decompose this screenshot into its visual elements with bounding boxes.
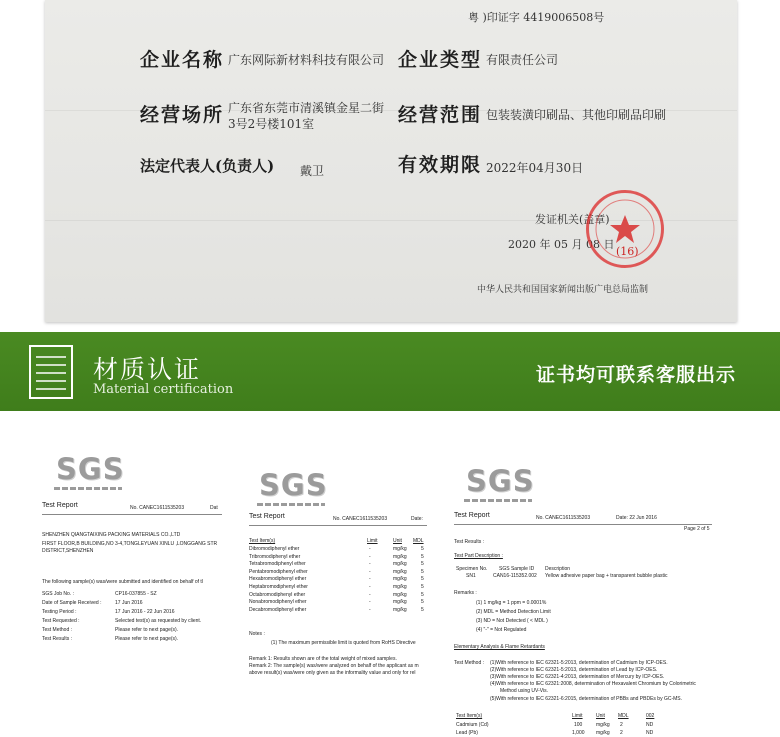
sgs-logo: SGS <box>56 452 125 486</box>
notes-label: Notes : <box>249 631 265 637</box>
field-value: Selected test(s) as requested by client. <box>115 618 202 624</box>
sgs-logo-bar <box>54 487 122 490</box>
page-indicator: Page 2 of 5 <box>684 526 710 532</box>
report-intro: The following sample(s) was/were submitted and identified on behalf of tl <box>42 579 203 585</box>
test-report-page-2 <box>247 440 427 737</box>
field-value: 17 Jun 2016 - 22 Jun 2016 <box>115 609 175 615</box>
field-value: 17 Jun 2016 <box>115 600 143 606</box>
remark-item: (2) MDL = Method Detection Limit <box>476 609 551 615</box>
table-header: Test Item(s) <box>249 538 276 544</box>
table-header: MDL <box>618 713 629 719</box>
spec-header: Description <box>545 566 571 572</box>
remark-item: (1) 1 mg/kg = 1 ppm = 0.0001% <box>476 600 547 606</box>
seal-number: (16) <box>616 245 639 258</box>
table-cell: Tribromodiphenyl ether <box>249 553 301 560</box>
spec-cell: Yellow adhesive paper bag + transparent bubble plastic <box>545 573 668 579</box>
remarks-label: Remarks : <box>454 590 477 596</box>
table-cell: 5 <box>421 568 424 575</box>
table-cell: 5 <box>421 606 424 613</box>
business-place-value-line2: 3号2号楼101室 <box>228 117 315 131</box>
banner-contact-note: 证书均可联系客服出示 <box>535 364 736 386</box>
sgs-logo: SGS <box>259 468 328 502</box>
table-header: Limit <box>367 538 378 544</box>
elemental-analysis-label: Elementary Analysis & Flame Retardants <box>454 644 545 650</box>
field-value: CP16-037855 - SZ <box>115 591 157 597</box>
report-date: Date: 22 Jun 2016 <box>616 515 657 521</box>
report-title: Test Report <box>42 502 78 509</box>
enterprise-name-label: 企业名称 <box>140 49 225 71</box>
table-cell: mg/kg <box>393 591 407 598</box>
client-address-line1: FIRST FLOOR,B BUILDING,NO 3-4,TONGLEYUAN XINLU ,LONGGANG STR <box>42 541 218 547</box>
table-cell: 2 <box>620 722 623 728</box>
table-cell: mg/kg <box>393 568 407 575</box>
table-cell: 5 <box>421 576 424 583</box>
table-cell: Pentabromodiphenyl ether <box>249 568 308 575</box>
issuing-authority: 发证机关(盖章) <box>535 213 610 226</box>
table-cell: - <box>369 546 371 552</box>
report-title: Test Report <box>249 513 285 520</box>
legal-rep-label: 法定代表人(负责人) <box>140 157 275 175</box>
remark-text: Remark 1: Results shown are of the total weight of mixed samples. <box>249 656 397 662</box>
table-cell: mg/kg <box>393 599 407 606</box>
method-item: Method using UV-Vis. <box>500 688 548 694</box>
material-certification-banner <box>0 332 780 411</box>
remark-text: above result(s) was/were only given as the informality value and only for rel <box>249 670 416 676</box>
banner-title: 材质认证 <box>93 355 202 384</box>
validity-value: 2022年04月30日 <box>486 161 584 175</box>
table-cell: 1,000 <box>572 730 585 736</box>
table-cell: 100 <box>574 722 583 728</box>
field-value: Please refer to next page(s). <box>115 627 179 633</box>
table-cell: Nonabromodiphenyl ether <box>249 599 307 606</box>
report-number: No. CANEC1611535203 <box>130 505 185 511</box>
table-header: 002 <box>646 713 655 719</box>
table-header: Test Item(s) <box>456 713 483 719</box>
legal-rep-value: 戴卫 <box>300 164 325 178</box>
business-place-value-line1: 广东省东莞市清溪镇金星二街 <box>228 101 385 115</box>
business-scope-value: 包装装潢印刷品、其他印刷品印刷 <box>486 108 667 122</box>
remark-text: Remark 2: The sample(s) was/were analyzed on behalf of the applicant as m <box>249 663 419 669</box>
spec-header: SGS Sample ID <box>499 566 535 572</box>
document-icon <box>28 344 74 400</box>
table-cell: mg/kg <box>393 553 407 560</box>
table-cell: Tetrabromodiphenyl ether <box>249 561 306 568</box>
official-seal <box>586 190 664 268</box>
table-cell: ND <box>646 722 654 728</box>
table-cell: mg/kg <box>393 546 407 552</box>
table-cell: mg/kg <box>393 576 407 583</box>
table-cell: Octabromodiphenyl ether <box>249 591 306 598</box>
field-label: Test Method : <box>42 627 73 633</box>
client-address-line2: DISTRICT,SHENZHEN <box>42 548 94 554</box>
issue-date: 2020 年 05 月 08 日 <box>508 238 615 251</box>
table-header: Limit <box>572 713 583 719</box>
license-number: 粤 )印证字 4419006508号 <box>468 11 605 24</box>
table-cell: - <box>369 599 371 606</box>
test-report-page-3 <box>452 440 722 737</box>
sgs-logo-bar <box>257 503 325 506</box>
table-cell: mg/kg <box>393 606 407 613</box>
remark-item: (3) ND = Not Detected ( < MDL ) <box>476 618 548 624</box>
business-place-label: 经营场所 <box>140 104 225 126</box>
method-item: (2)With reference to IEC 62321-5:2013, determination of Lead by ICP-OES. <box>490 667 658 673</box>
table-header: Unit <box>393 538 402 544</box>
spec-cell: SN1 <box>466 573 476 579</box>
field-label: Test Results : <box>42 636 73 642</box>
license-photo <box>0 0 780 332</box>
table-cell: - <box>369 561 371 568</box>
report-number: No. CANEC1611535203 <box>536 515 591 521</box>
table-cell: Decabromodiphenyl ether <box>249 606 307 613</box>
table-cell: Hexabromodiphenyl ether <box>249 576 307 583</box>
table-cell: mg/kg <box>596 722 610 728</box>
field-label: Test Requested : <box>42 618 80 624</box>
table-cell: - <box>369 606 371 613</box>
results-label: Test Results : <box>454 539 485 545</box>
table-header: MDL <box>413 538 424 544</box>
field-value: Please refer to next page(s). <box>115 636 179 642</box>
banner-subtitle: Material certification <box>93 382 234 397</box>
table-cell: Lead (Pb) <box>456 730 478 736</box>
method-item: (4)With reference to IEC 62321:2008, determination of Hexavalent Chromium by Colorimetric <box>490 681 696 687</box>
sgs-logo-bar <box>464 499 532 502</box>
table-header: Unit <box>596 713 605 719</box>
table-cell: mg/kg <box>393 561 407 568</box>
table-cell: - <box>369 584 371 590</box>
table-cell: mg/kg <box>596 730 610 736</box>
test-report-page-1 <box>40 440 222 737</box>
note-text: (1) The maximum permissible limit is quoted from RoHS Directive <box>271 640 416 646</box>
table-cell: 5 <box>421 591 424 598</box>
method-item: (5)With reference to IEC 62321-6:2015, determination of PBBs and PBDEs by GC-MS. <box>490 696 683 702</box>
business-scope-label: 经营范围 <box>398 104 483 126</box>
table-cell: 5 <box>421 561 424 568</box>
report-date-label: Date: <box>411 516 423 522</box>
report-title: Test Report <box>454 512 490 519</box>
method-item: (3)With reference to IEC 62321-4:2013, determination of Mercury by ICP-OES. <box>490 674 665 680</box>
table-cell: - <box>369 553 371 560</box>
license-paper <box>45 0 737 322</box>
table-cell: ND <box>646 730 654 736</box>
validity-label: 有效期限 <box>398 154 483 176</box>
table-cell: Heptabromodiphenyl ether <box>249 584 308 590</box>
table-cell: - <box>369 591 371 598</box>
spec-cell: CAN16-115352.002 <box>493 573 537 579</box>
sgs-logo: SGS <box>466 464 535 498</box>
table-cell: 5 <box>421 553 424 560</box>
field-label: SGS Job No. : <box>42 591 74 597</box>
table-cell: Dibromodiphenyl ether <box>249 546 300 552</box>
table-cell: - <box>369 576 371 583</box>
part-description-label: Test Part Description : <box>454 553 503 559</box>
report-number: No. CANEC1611535203 <box>333 516 388 522</box>
field-label: Date of Sample Received : <box>42 600 102 606</box>
test-method-label: Test Method : <box>454 660 485 666</box>
field-label: Testing Period : <box>42 609 77 615</box>
table-cell: 2 <box>620 730 623 736</box>
table-cell: 5 <box>421 599 424 606</box>
report-date-label: Dat <box>210 505 218 511</box>
table-cell: - <box>369 568 371 575</box>
spec-header: Specimen No. <box>456 566 488 572</box>
table-cell: mg/kg <box>393 584 407 590</box>
header-divider <box>42 514 222 515</box>
bottom-note: 中华人民共和国国家新闻出版广电总局监制 <box>477 285 649 295</box>
table-cell: Cadmium (Cd) <box>456 722 489 728</box>
enterprise-type-label: 企业类型 <box>398 49 483 71</box>
header-divider <box>249 525 427 526</box>
method-item: (1)With reference to IEC 62321-5:2013, determination of Cadmium by ICP-OES. <box>490 660 668 666</box>
enterprise-type-value: 有限责任公司 <box>486 53 559 67</box>
table-cell: 5 <box>421 584 424 590</box>
table-cell: 5 <box>421 546 424 552</box>
client-company: SHENZHEN QIANGTAIXING PACKING MATERIALS CO.,LTD <box>42 532 181 538</box>
header-divider <box>454 524 712 525</box>
enterprise-name-value: 广东网际新材料科技有限公司 <box>228 53 385 67</box>
remark-item: (4) "-" = Not Regulated <box>476 627 527 633</box>
